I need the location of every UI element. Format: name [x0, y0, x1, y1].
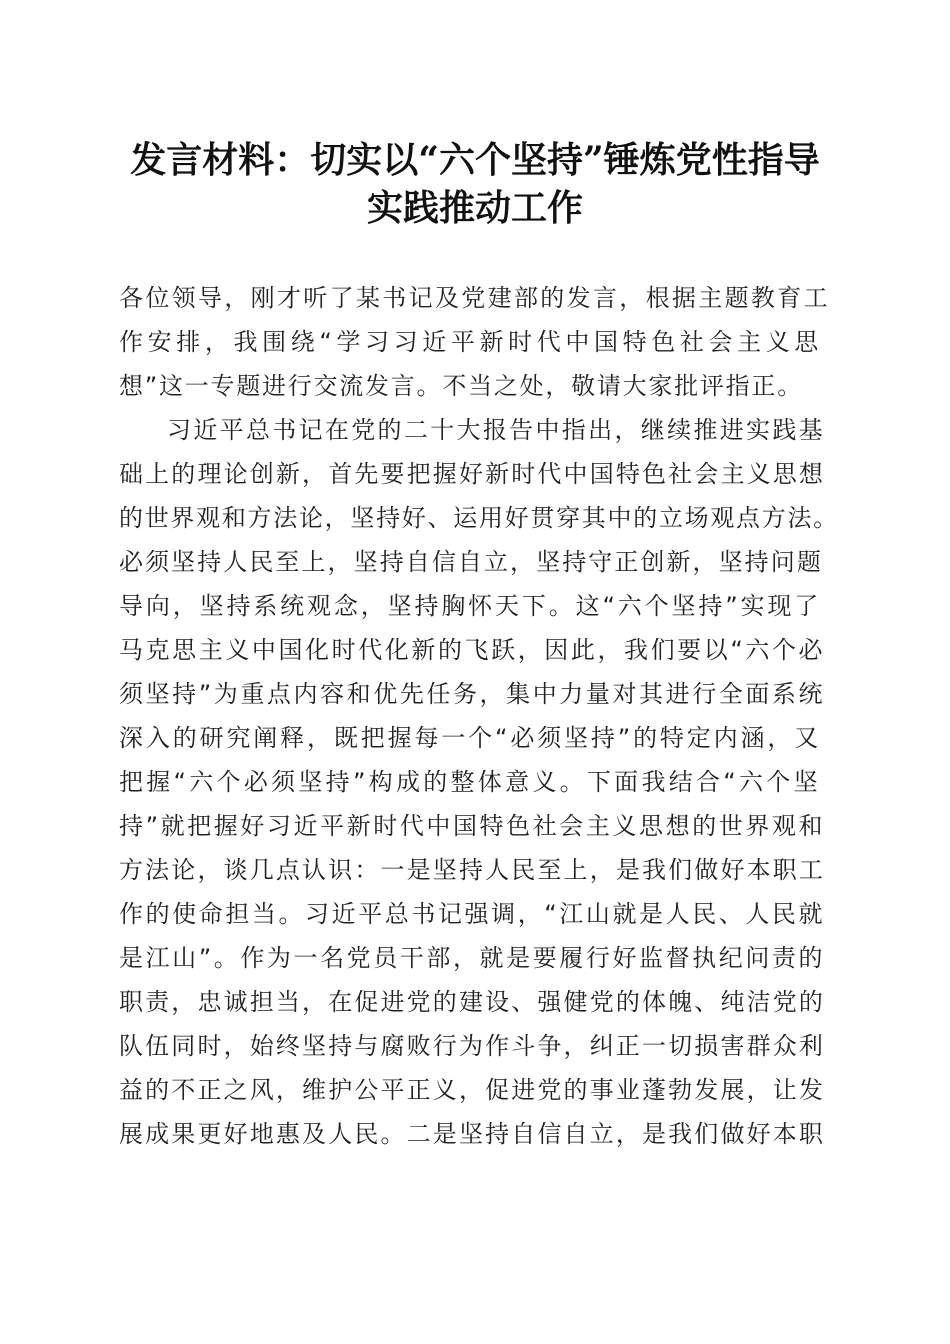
body-line: 的世界观和方法论，坚持好、运用好贯穿其中的立场观点方法。 — [119, 504, 839, 532]
document-title-line-2: 实践推动工作 — [366, 187, 583, 229]
body-line: 是江山”。作为一名党员干部，就是要履行好监督执纪问责的 — [119, 944, 826, 972]
document-title-line-1: 发言材料：切实以“六个坚持”锤炼党性指导 — [130, 139, 820, 181]
body-line: 把握“六个必须坚持”构成的整体意义。下面我结合“六个坚 — [119, 768, 821, 796]
body-line: 作的使命担当。习近平总书记强调，“江山就是人民、人民就 — [119, 900, 826, 928]
body-line: 必须坚持人民至上，坚持自信自立，坚持守正创新，坚持问题 — [119, 548, 823, 576]
body-line: 想”这一专题进行交流发言。不当之处，敬请大家批评指正。 — [119, 372, 803, 400]
body-line: 习近平总书记在党的二十大报告中指出，继续推进实践基 — [167, 416, 825, 444]
body-line: 展成果更好地惠及人民。二是坚持自信自立，是我们做好本职 — [119, 1120, 826, 1148]
body-line: 益的不正之风，维护公平正义，促进党的事业蓬勃发展，让发 — [119, 1076, 826, 1104]
body-line: 各位领导，刚才听了某书记及党建部的发言，根据主题教育工 — [119, 284, 830, 312]
body-line: 础上的理论创新，首先要把握好新时代中国特色社会主义思想 — [119, 460, 826, 488]
body-line: 队伍同时，始终坚持与腐败行为作斗争，纠正一切损害群众利 — [119, 1032, 826, 1060]
body-line: 作安排，我围绕“学习习近平新时代中国特色社会主义思 — [119, 328, 823, 356]
body-line: 持”就把握好习近平新时代中国特色社会主义思想的世界观和 — [119, 812, 826, 840]
body-line: 须坚持”为重点内容和优先任务，集中力量对其进行全面系统 — [119, 680, 826, 708]
body-line: 方法论，谈几点认识：一是坚持人民至上，是我们做好本职工 — [119, 856, 826, 884]
body-line: 导向，坚持系统观念，坚持胸怀天下。这“六个坚持”实现了 — [119, 592, 822, 620]
body-line: 深入的研究阐释，既把握每一个“必须坚持”的特定内涵，又 — [119, 724, 822, 752]
body-line: 职责，忠诚担当，在促进党的建设、强健党的体魄、纯洁党的 — [119, 988, 826, 1016]
body-line: 马克思主义中国化时代化新的飞跃，因此，我们要以“六个必 — [119, 636, 826, 664]
